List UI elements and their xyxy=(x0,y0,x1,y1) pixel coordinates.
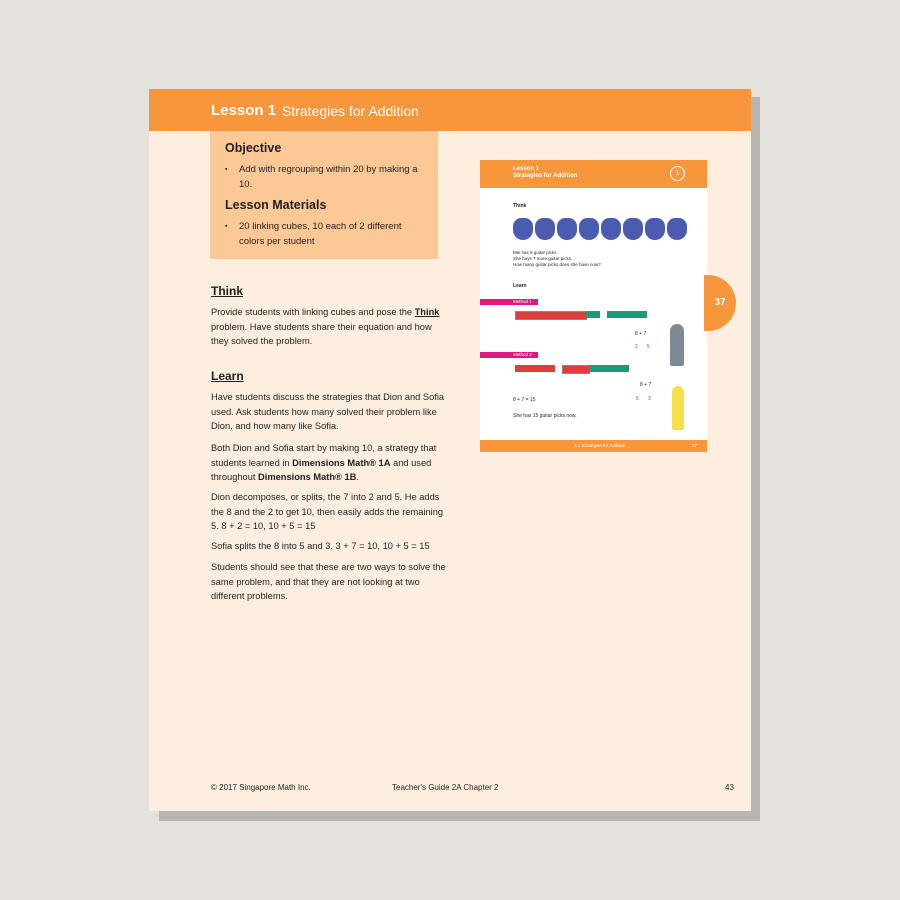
objective-box xyxy=(210,131,438,259)
method-1-equation: 8 + 7 xyxy=(635,331,647,337)
copyright: © 2017 Singapore Math Inc. xyxy=(211,783,311,792)
learn-heading: Learn xyxy=(211,369,244,383)
think-text-2: problem. Have students share their equation and how they solved the problem. xyxy=(211,321,432,346)
think-heading: Think xyxy=(211,284,243,298)
materials-list xyxy=(225,219,425,249)
thumbnail-think: Think xyxy=(513,203,527,209)
objective-list xyxy=(225,162,425,192)
guitar-pick xyxy=(579,218,599,240)
learn-paragraph-5: Students should see that these are two ways to solve the same problem, and that they are not looking at two different problems. xyxy=(211,562,446,601)
learn-text-3: . xyxy=(356,472,359,482)
method-2-tag xyxy=(480,352,538,358)
guide-title: Teacher's Guide 2A Chapter 2 xyxy=(392,783,499,792)
student-page-thumbnail xyxy=(480,160,707,452)
method-2-label: Method 2 xyxy=(513,352,532,357)
think-paragraph xyxy=(211,305,451,349)
thumbnail-question-2: She buys 7 more guitar picks. xyxy=(513,256,573,261)
thumbnail-header xyxy=(480,160,707,188)
lesson-number: Lesson 1 xyxy=(211,102,277,119)
thumbnail-question-3: How many guitar picks does she have now? xyxy=(513,262,601,267)
think-text: Provide students with linking cubes and pose the xyxy=(211,307,415,317)
page-number-tab: 37 xyxy=(704,275,736,331)
objective-heading: Objective xyxy=(225,141,282,155)
thumbnail-title: Strategies for Addition xyxy=(513,173,578,179)
guitar-pick xyxy=(623,218,643,240)
girl-figure xyxy=(672,386,684,430)
guitar-pick xyxy=(557,218,577,240)
thumbnail-footer xyxy=(480,440,707,452)
document-page xyxy=(149,89,751,811)
method-1-part: 2 xyxy=(635,344,638,350)
green-cubes xyxy=(607,311,647,318)
boy-figure xyxy=(670,324,684,366)
guitar-pick xyxy=(601,218,621,240)
method-1-part: 5 xyxy=(647,344,650,350)
learn-text-2: and used throughout xyxy=(211,457,432,482)
lesson-header xyxy=(149,89,751,131)
materials-heading: Lesson Materials xyxy=(225,198,327,212)
method-2-equation: 8 + 7 xyxy=(640,382,652,388)
green-cubes xyxy=(589,365,629,372)
learn-paragraph-3: Dion decomposes, or splits, the 7 into 2 and 5. He adds the 8 and the 2 to get 10, then easily adds the remaining 5. 8 + 2 = 10, 10 + 5 = 15 xyxy=(211,492,444,531)
lesson-title: Strategies for Addition xyxy=(282,103,419,119)
guitar-pick xyxy=(667,218,687,240)
method-1-tag xyxy=(480,299,538,305)
thumbnail-question-1: Mei has 8 guitar picks. xyxy=(513,250,558,255)
page-number: 43 xyxy=(725,783,734,792)
learn-paragraph-4: Sofia splits the 8 into 5 and 3. 3 + 7 = 10, 10 + 5 = 15 xyxy=(211,541,430,551)
red-cubes xyxy=(515,365,555,372)
objective-item: ▪ Add with regrouping within 20 by making a 10. xyxy=(225,162,425,192)
thumbnail-learn: Learn xyxy=(513,283,527,289)
think-term: Think xyxy=(414,307,440,317)
green-cubes xyxy=(586,311,600,318)
red-cubes xyxy=(515,311,587,320)
red-cubes xyxy=(562,365,590,374)
method-1-label: Method 1 xyxy=(513,299,532,304)
book-title-1a: Dimensions Math® 1A xyxy=(292,457,391,468)
thumbnail-number: 1 xyxy=(670,166,685,181)
learn-text: Both Dion and Sofia start by making 10, a strategy that students learned in xyxy=(211,443,437,468)
learn-paragraph-1: Have students discuss the strategies that Dion and Sofia used. Ask students how many solved their problem like Dion, and how many like Sofia. xyxy=(211,392,445,431)
thumbnail-answer: She has 15 guitar picks now. xyxy=(513,413,577,419)
guitar-pick xyxy=(535,218,555,240)
thumbnail-footer-text: 2.1 Strategies for Addition xyxy=(574,443,626,448)
method-2-part: 3 xyxy=(648,396,651,402)
learn-paragraph-2 xyxy=(211,441,451,485)
materials-item: ▪ 20 linking cubes, 10 each of 2 different colors per student xyxy=(225,219,425,249)
thumbnail-lesson: Lesson 1 xyxy=(513,166,540,172)
guitar-pick xyxy=(645,218,665,240)
thumbnail-footer-number: 37 xyxy=(692,443,698,448)
book-title-1b: Dimensions Math® 1B xyxy=(258,472,357,482)
guitar-pick xyxy=(513,218,533,240)
method-2-part: 5 xyxy=(636,396,639,402)
thumbnail-sum: 8 + 7 = 15 xyxy=(513,397,536,403)
